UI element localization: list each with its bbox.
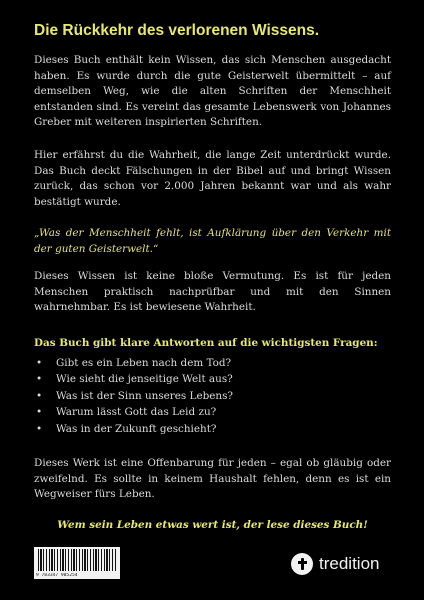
publisher-logo [291, 551, 379, 577]
question-text: Warum lässt Gott das Leid zu? [56, 406, 217, 419]
question-text: Wie sieht die jenseitige Welt aus? [56, 373, 233, 386]
question-text: Was ist der Sinn unseres Lebens? [56, 389, 234, 402]
offering-paragraph: Dieses Werk ist eine Offenbarung für jeden – egal ob gläubig oder zweifelnd. Es sollte in keinem Haushalt fehlen, denn es ist ein Wegweiser fürs Leben. [34, 457, 391, 501]
publisher-name: tredition [319, 554, 380, 573]
question-text: Gibt es ein Leben nach dem Tod? [56, 357, 232, 369]
quote-text: „Was der Menschheit fehlt, ist Aufklärung über den Verkehr mit der guten Geisterwelt.“ [34, 227, 391, 255]
list-item [34, 421, 374, 437]
list-item [34, 388, 374, 404]
tredition-logo-icon [291, 553, 313, 575]
bullet-icon: • [36, 373, 43, 386]
page-title: Die Rückkehr des verlorenen Wissens. [34, 22, 320, 39]
barcode-digits: 9 783347 905254 [36, 573, 78, 578]
bullet-icon: • [36, 389, 43, 402]
questions-list [34, 355, 374, 437]
bullet-icon: • [36, 422, 43, 435]
questions-heading: Das Buch gibt klare Antworten auf die wichtigsten Fragen: [34, 337, 378, 349]
list-item [34, 404, 374, 420]
question-text: Was in der Zukunft geschieht? [56, 422, 217, 435]
bullet-icon: • [36, 406, 43, 419]
isbn-barcode [34, 547, 120, 579]
intro-paragraph: Dieses Buch enthält kein Wissen, das sich Menschen ausgedacht haben. Es wurde durch die gute Geisterwelt übermittelt – auf demselben Weg, wie die alten Schriften der Menschheit entstanden sind. Es vereint das gesamte Lebenswerk von Johannes Greber mit weiteren inspirierten Schriften. [34, 54, 391, 129]
proof-paragraph: Dieses Wissen ist keine bloße Vermutung. Es ist für jeden Menschen praktisch nachprüfbar und mit den Sinnen wahrnehmbar. Es ist bewiesene Wahrheit. [34, 270, 391, 314]
bullet-icon: • [36, 357, 43, 369]
truth-paragraph: Hier erfährst du die Wahrheit, die lange Zeit unterdrückt wurde. Das Buch deckt Fälschungen in der Bibel auf und bringt Wissen zurück, das schon vor 2.000 Jahren bekannt war und als wahr bestätigt wurde. [34, 149, 391, 208]
closing-line: Wem sein Leben etwas wert ist, der lese dieses Buch! [57, 519, 368, 531]
barcode-bars-icon [38, 549, 116, 571]
list-item [34, 355, 374, 371]
list-item [34, 371, 374, 387]
